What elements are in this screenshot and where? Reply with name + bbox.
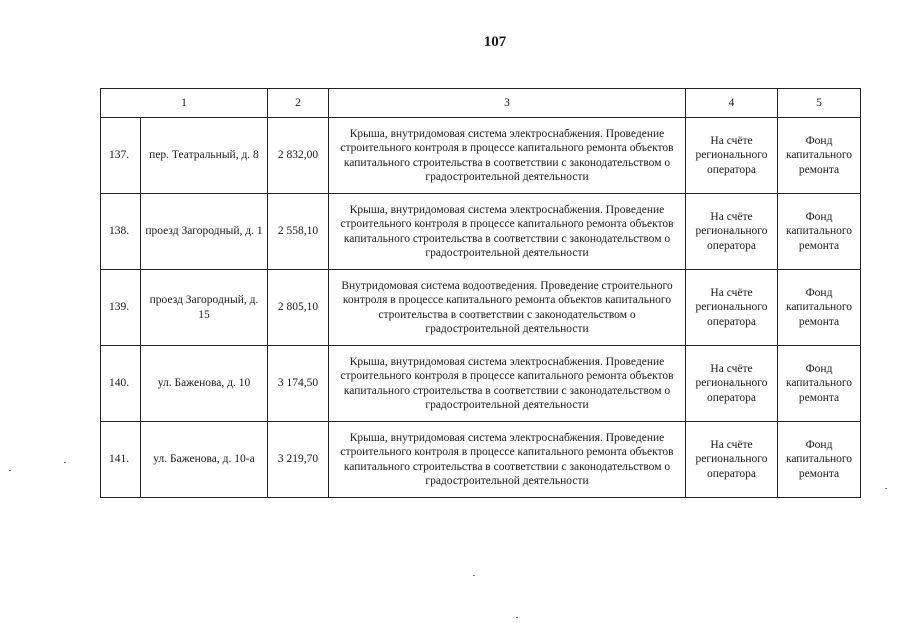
table-header-row	[101, 89, 861, 118]
account-cell: На счёте регионального оператора	[686, 346, 778, 422]
scan-speck	[516, 617, 518, 618]
owner-cell: Фонд капитального ремонта	[778, 270, 861, 346]
owner-cell: Фонд капитального ремонта	[778, 422, 861, 498]
table-row	[101, 270, 861, 346]
address-cell: пер. Театральный, д. 8	[141, 118, 268, 194]
table-row	[101, 194, 861, 270]
column-header-4: 4	[686, 89, 778, 118]
address-cell: ул. Баженова, д. 10	[141, 346, 268, 422]
area-cell: 2 805,10	[268, 270, 329, 346]
row-number: 137.	[101, 118, 141, 194]
column-header-2: 2	[268, 89, 329, 118]
works-cell: Внутридомовая система водоотведения. Проведение строительного контроля в процессе капитального ремонта объектов капитального строительства в соответствии с законодательством о градостроительной деятельности	[329, 270, 686, 346]
area-cell: 3 174,50	[268, 346, 329, 422]
works-cell: Крыша, внутридомовая система электроснабжения. Проведение строительного контроля в процессе капитального ремонта объектов капитального строительства в соответствии с законодательством о градостроительной деятельности	[329, 422, 686, 498]
address-cell: ул. Баженова, д. 10-а	[141, 422, 268, 498]
scan-speck	[885, 488, 887, 489]
repair-program-table	[100, 88, 861, 498]
account-cell: На счёте регионального оператора	[686, 194, 778, 270]
column-header-3: 3	[329, 89, 686, 118]
owner-cell: Фонд капитального ремонта	[778, 194, 861, 270]
account-cell: На счёте регионального оператора	[686, 422, 778, 498]
account-cell: На счёте регионального оператора	[686, 270, 778, 346]
column-header-5: 5	[778, 89, 861, 118]
scan-speck	[473, 575, 475, 576]
scan-speck	[64, 462, 66, 463]
area-cell: 2 558,10	[268, 194, 329, 270]
works-cell: Крыша, внутридомовая система электроснабжения. Проведение строительного контроля в процессе капитального ремонта объектов капитального строительства в соответствии с законодательством о градостроительной деятельности	[329, 346, 686, 422]
row-number: 141.	[101, 422, 141, 498]
row-number: 140.	[101, 346, 141, 422]
row-number: 139.	[101, 270, 141, 346]
owner-cell: Фонд капитального ремонта	[778, 118, 861, 194]
table-row	[101, 422, 861, 498]
area-cell: 2 832,00	[268, 118, 329, 194]
account-cell: На счёте регионального оператора	[686, 118, 778, 194]
table-row	[101, 346, 861, 422]
area-cell: 3 219,70	[268, 422, 329, 498]
works-cell: Крыша, внутридомовая система электроснабжения. Проведение строительного контроля в процессе капитального ремонта объектов капитального строительства в соответствии с законодательством о градостроительной деятельности	[329, 118, 686, 194]
address-cell: проезд Загородный, д. 1	[141, 194, 268, 270]
column-header-1: 1	[101, 89, 268, 118]
address-cell: проезд Загородный, д. 15	[141, 270, 268, 346]
row-number: 138.	[101, 194, 141, 270]
owner-cell: Фонд капитального ремонта	[778, 346, 861, 422]
works-cell: Крыша, внутридомовая система электроснабжения. Проведение строительного контроля в процессе капитального ремонта объектов капитального строительства в соответствии с законодательством о градостроительной деятельности	[329, 194, 686, 270]
scan-speck	[9, 470, 11, 471]
table-row	[101, 118, 861, 194]
page-number: 107	[483, 34, 507, 50]
